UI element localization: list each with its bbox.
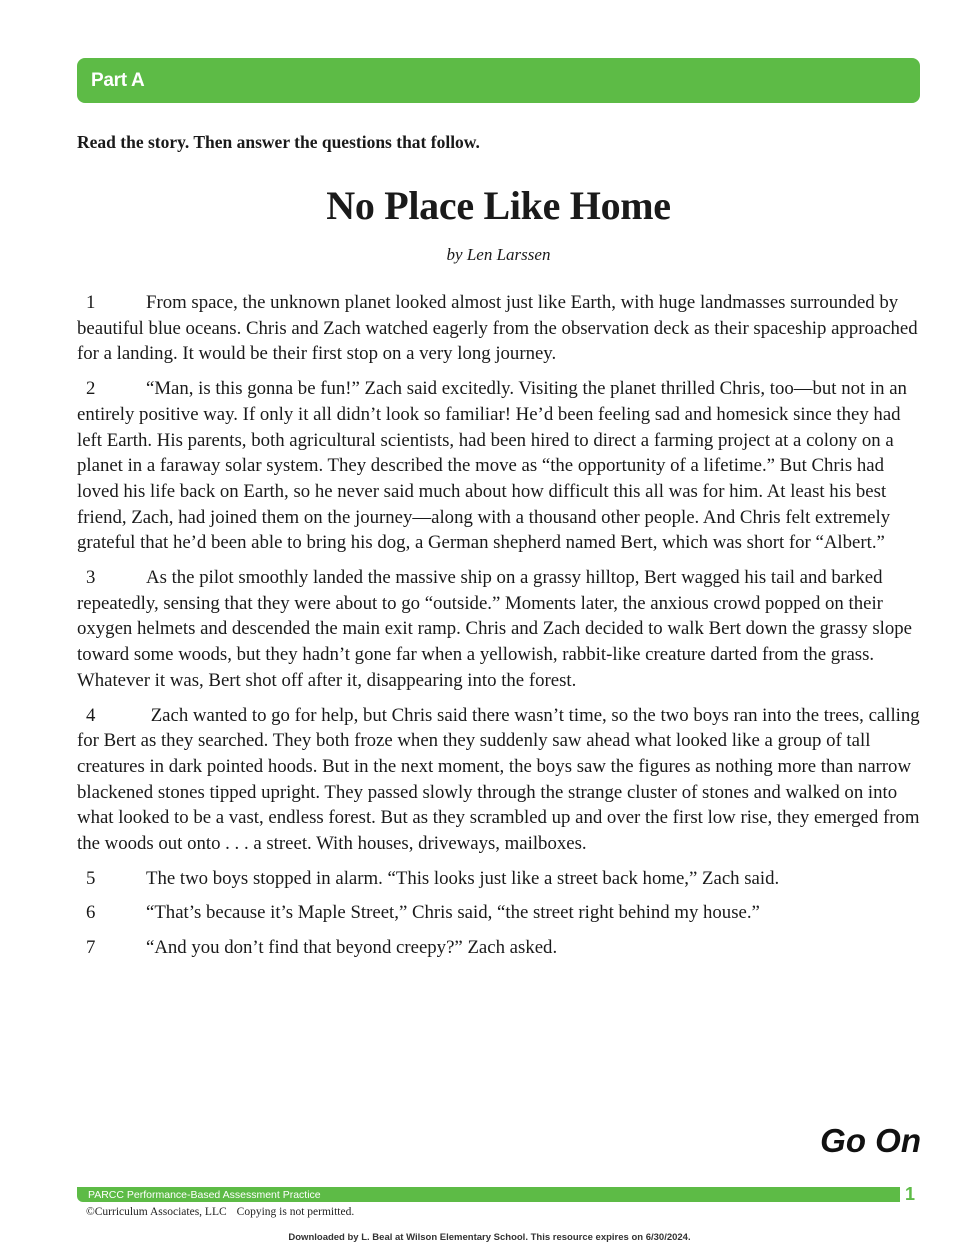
footer-bar (77, 1187, 900, 1202)
series-label: PARCC Performance-Based Assessment Practice (88, 1188, 321, 1201)
paragraph (77, 376, 927, 556)
paragraph-number: 1 (86, 292, 96, 313)
paragraph-text: “Man, is this gonna be fun!” Zach said excitedly. Visiting the planet thrilled Chris, too—but not in an entirely positive way. If only it all didn’t look so familiar! He’d been feeling sad and homesick since they had left Earth. His parents, both agricultural scientists, had been hired to direct a farming project at a colony on a planet in a faraway solar system. They described the move as “the opportunity of a lifetime.” But Chris had loved his life back on Earth, so he never said much about how difficult this all was for him. At least his best friend, Zach, had joined them on the journey—along with a thousand other people. And Chris felt extremely grateful that he’d been able to bring his dog, a German shepherd named Bert, which was short for “Albert.” (77, 378, 907, 554)
paragraph-text: “That’s because it’s Maple Street,” Chris said, “the street right behind my house.” (146, 902, 760, 924)
instructions: Read the story. Then answer the questions that follow. (77, 132, 480, 152)
paragraph-number: 6 (86, 902, 96, 924)
paragraph-text: “And you don’t find that beyond creepy?” Zach asked. (146, 937, 558, 959)
story-title: No Place Like Home (326, 183, 671, 228)
paragraph-number: 7 (86, 937, 96, 959)
paragraph (77, 703, 927, 857)
copy-notice: Copying is not permitted. (236, 1206, 355, 1218)
page-number: 1 (905, 1184, 916, 1204)
paragraph-number: 2 (86, 378, 96, 400)
paragraph (77, 565, 927, 694)
paragraph (77, 935, 927, 961)
paragraph (77, 866, 927, 892)
paragraph-number: 5 (86, 867, 96, 889)
paragraph-number: 4 (86, 704, 96, 726)
copyright-line (86, 1206, 354, 1218)
paragraph-text: As the pilot smoothly landed the massive ship on a grassy hilltop, Bert wagged his tail and barked repeatedly, sensing that they were about to go “outside.” Moments later, the anxious crowd popped on their oxygen helmets and descended the main exit ramp. Chris and Zach decided to walk Bert down the grassy slope toward some woods, but they hadn’t gone far when a yellowish, rabbit-like creature darted from the grass. Whatever it was, Bert shot off after it, disappearing into the forest. (77, 567, 913, 691)
paragraph (77, 900, 927, 926)
byline: by Len Larssen (446, 245, 551, 264)
paragraph-text: The two boys stopped in alarm. “This looks just like a street back home,” Zach said. (146, 867, 780, 889)
story-body (77, 290, 927, 970)
paragraph-text: From space, the unknown planet looked almost just like Earth, with huge landmasses surrounded by beautiful blue oceans. Chris and Zach watched eagerly from the observation deck as their spaceship approached for a landing. It would be their first stop on a very long journey. (77, 292, 918, 365)
paragraph (77, 290, 927, 367)
part-label: Part A (91, 69, 145, 91)
copyright: ©Curriculum Associates, LLC (86, 1206, 227, 1218)
go-on-label: Go On (820, 1122, 921, 1159)
part-banner (77, 58, 920, 103)
paragraph-text: Zach wanted to go for help, but Chris said there wasn’t time, so the two boys ran into the trees, calling for Bert as they searched. They both froze when they suddenly saw ahead what looked like a group of tall creatures in dark pointed hoods. But in the next moment, the boys saw the figures as nothing more than narrow blackened stones tipped upright. They passed slowly through the strange cluster of stones and walked on into what looked to be a vast, endless forest. But as they scrambled up and over the first low rise, they emerged from the woods out onto . . . a street. With houses, driveways, mailboxes. (77, 704, 920, 855)
paragraph-number: 3 (86, 567, 96, 589)
download-note: Downloaded by L. Beal at Wilson Elementary School. This resource expires on 6/30/2024. (288, 1232, 691, 1243)
